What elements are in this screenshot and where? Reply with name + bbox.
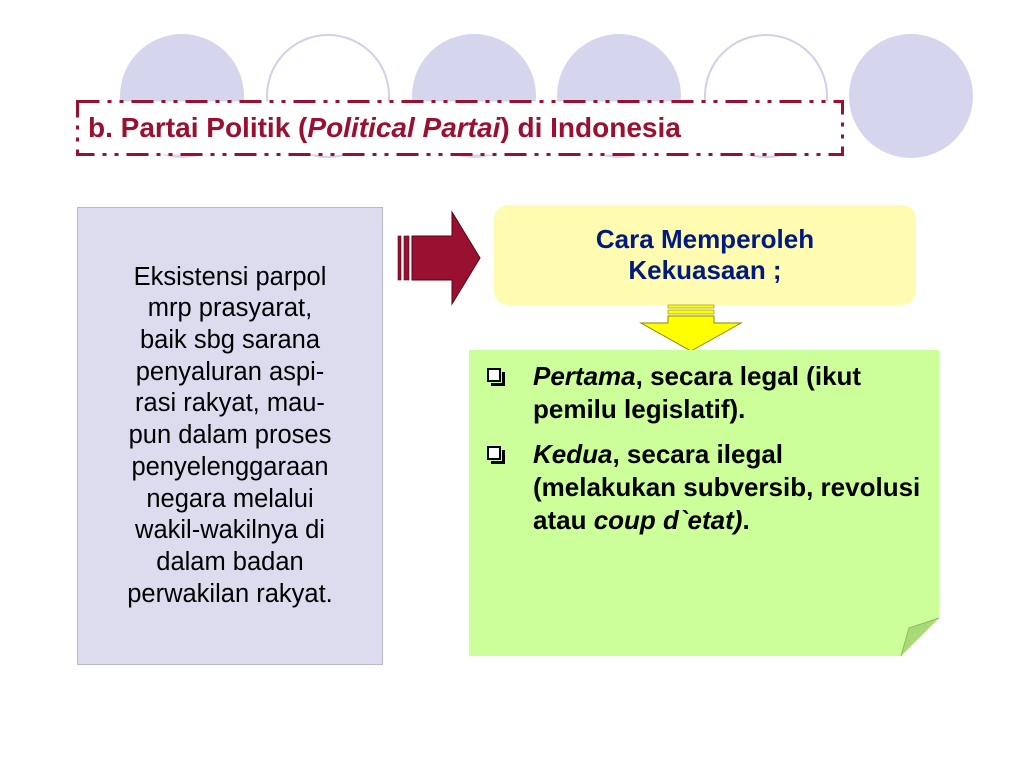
left-line: dalam badan (156, 547, 304, 576)
checkbox-bullet-icon (487, 446, 501, 460)
down-arrow-icon (637, 303, 745, 353)
bullet-item-2 (481, 438, 921, 537)
checkbox-bullet-icon (487, 368, 501, 382)
title-suffix: ) di Indonesia (500, 112, 681, 143)
left-line: Eksistensi parpol (133, 262, 327, 291)
bullet-2-end: . (742, 505, 750, 535)
page-title (88, 112, 681, 144)
callout-box (494, 205, 916, 305)
bullet-2-italic-tail: coup d`etat) (593, 505, 743, 535)
bullet-1-lead: Pertama (533, 361, 636, 391)
bullet-list (481, 360, 921, 549)
left-line: penyelenggaraan (131, 452, 329, 481)
left-line: rasi rakyat, mau- (135, 389, 325, 418)
bullet-item-1 (481, 360, 921, 426)
title-italic: Political Partai (307, 112, 501, 143)
left-line: perwakilan rakyat. (127, 579, 333, 608)
callout-line-2: Kekuasaan ; (628, 255, 782, 285)
left-line: wakil-wakilnya di (135, 516, 325, 545)
left-line: negara melalui (146, 484, 314, 513)
decor-circle (849, 34, 973, 158)
left-line: penyaluran aspi- (135, 357, 325, 386)
bullet-1-text: , secara legal (ikut pemilu legislatif). (533, 361, 862, 424)
left-line: baik sbg sarana (139, 326, 321, 355)
left-line: mrp prasyarat, (147, 294, 313, 323)
title-prefix: b. Partai Politik ( (88, 112, 308, 143)
title-frame (76, 100, 844, 156)
left-text-panel (77, 207, 383, 665)
left-panel-text (121, 262, 339, 611)
bullet-2-text: , secara ilegal (melakukan subversib, revolusi atau (533, 439, 921, 535)
right-arrow-icon (396, 210, 482, 308)
bullet-note (469, 350, 939, 656)
bullet-2-lead: Kedua (533, 439, 613, 469)
left-line: pun dalam proses (128, 421, 332, 450)
callout-line-1: Cara Memperoleh (595, 224, 815, 254)
